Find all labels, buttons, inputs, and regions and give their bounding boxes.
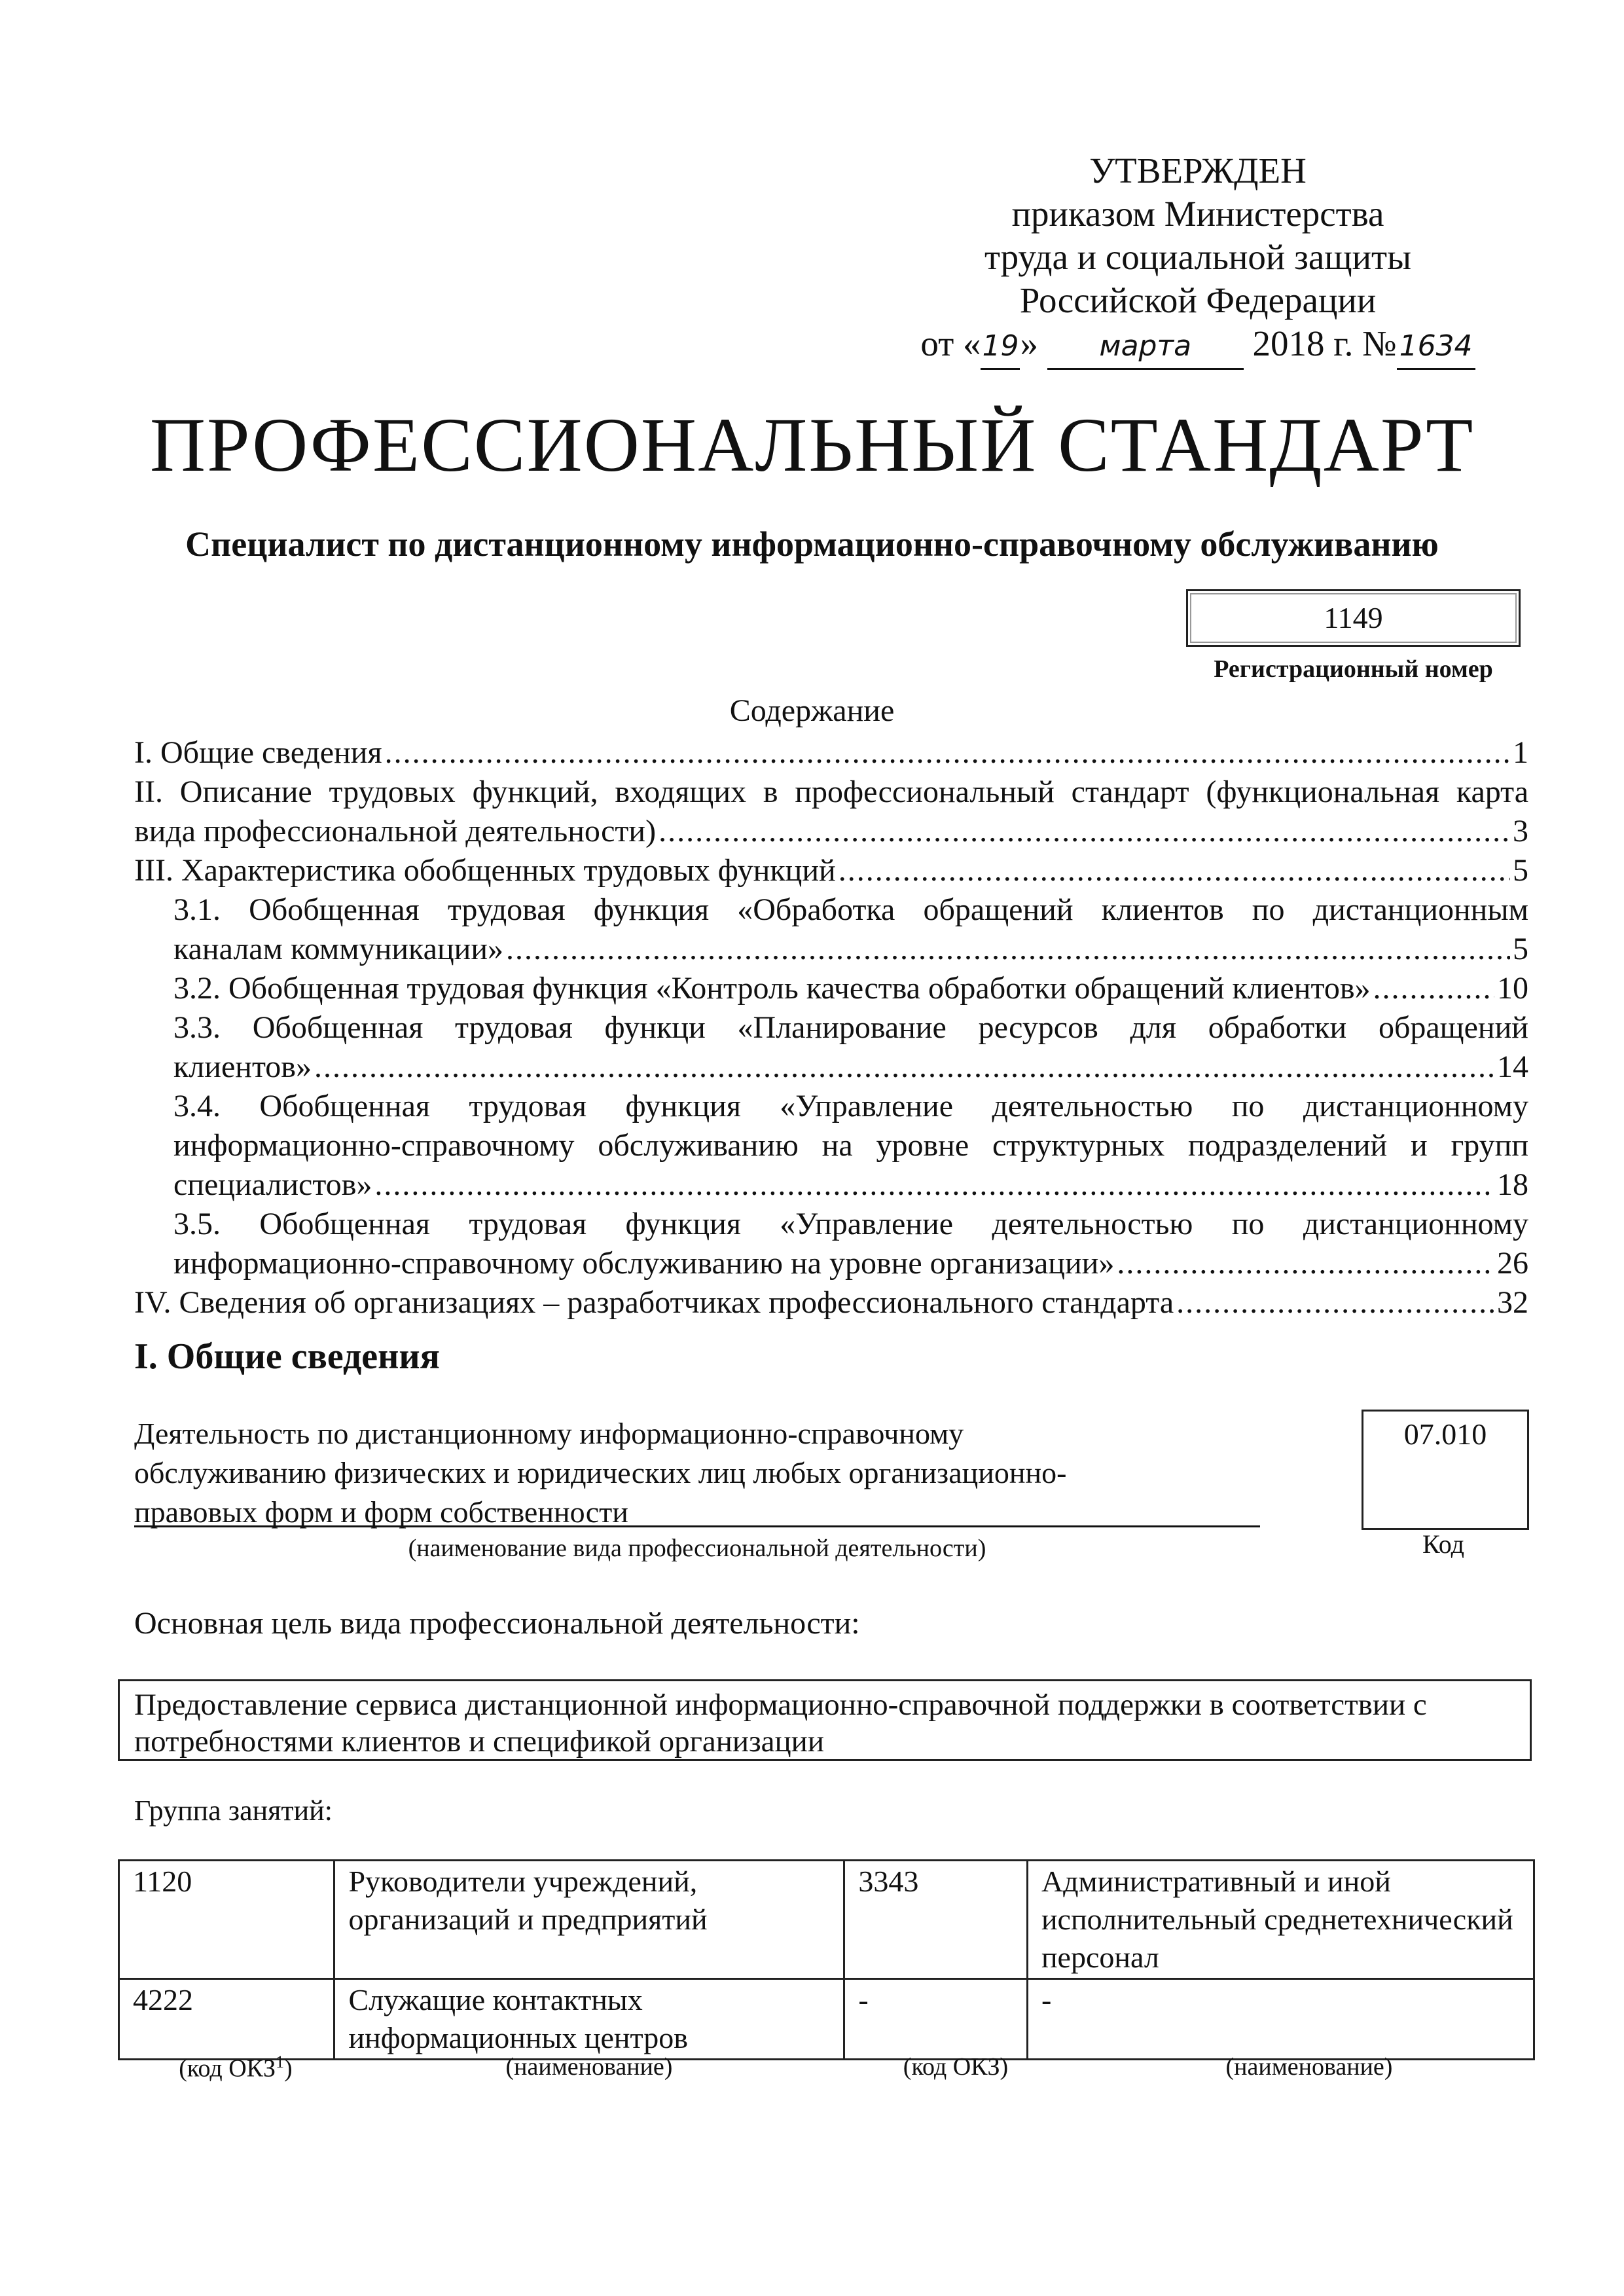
occupation-table <box>118 1859 1535 2060</box>
table-row <box>119 1861 1534 1979</box>
date-year: 2018 г. <box>1252 323 1354 363</box>
occupation-name: Административный и иной исполнительный среднетехнический персонал <box>1027 1861 1534 1979</box>
date-day: 19 <box>981 325 1020 370</box>
name-caption: (наименование) <box>505 2053 673 2081</box>
name-caption-2: (наименование) <box>1225 2053 1393 2081</box>
goal-box: Предоставление сервиса дистанционной информационно-справочной поддержки в соответствии с потребностями клиентов и спецификой организации <box>118 1679 1532 1761</box>
toc-item-3-5[interactable]: 3.5. Обобщенная трудовая функция «Управление деятельностью по дистанционному <box>173 1207 1528 1241</box>
toc-item-3-3[interactable]: 3.3. Обобщенная трудовая функци «Планирование ресурсов для обработки обращений <box>173 1010 1528 1045</box>
approval-line-1: УТВЕРЖДЕН <box>1089 151 1307 191</box>
approval-stamp <box>903 149 1492 370</box>
occupation-name: - <box>1027 1979 1534 2060</box>
activity-underline <box>134 1525 1260 1527</box>
activity-code-box: 07.010 <box>1362 1410 1529 1530</box>
toc-item-3[interactable]: III. Характеристика обобщенных трудовых функций ..... 5 <box>134 851 1528 890</box>
date-month: марта <box>1047 325 1244 370</box>
order-number: 1634 <box>1397 325 1475 370</box>
document-subtitle: Специалист по дистанционному информационно-справочному обслуживанию <box>185 524 1439 564</box>
date-prefix: от <box>920 323 954 363</box>
activity-caption: (наименование вида профессиональной деятельности) <box>408 1535 986 1562</box>
approval-line-4: Российской Федерации <box>1019 280 1377 320</box>
table-of-contents: I. Общие сведения ..... 1 II. Описание трудовых функций, входящих в профессиональный стандарт (функциональная карта вида профессиональной деятельности) ..... 3 III. Характеристика обобщенных трудовых функций ..... 5 3.1. Обобщенная трудовая функция «Обработка обращений клиентов по дистанционным каналам коммуникации» ..... 5 3.2. Обобщенная трудовая функция «Контроль качества обработки обращений клиентов» ..... 10 3.3. Обобщенная трудовая функци «Планирование ресурсов для обработки обращений клиентов» ..... 14 3.4. Обобщенная трудовая функция «Управление деятельностью по дистанционному информационно-справочному обслуживанию на уровне структурных подразделений и групп специалистов» ..... 18 3.5. Обобщенная трудовая функция «Управление деятельностью по дистанционному информационно-справочному обслуживанию на уровне организации» ..... 26 IV. Сведения об организациях – разработчиках профессионального стандарта ..... 32 <box>134 733 1528 1322</box>
occupation-name: Служащие контактных информационных центров <box>334 1979 844 2060</box>
approval-line-3: труда и социальной защиты <box>984 237 1412 277</box>
toc-item-4[interactable]: IV. Сведения об организациях – разработчиках профессионального стандарта ..... 32 <box>134 1283 1528 1322</box>
activity-name: Деятельность по дистанционному информационно-справочному обслуживанию физических и юридических лиц любых организационно- правовых форм и форм собственности <box>134 1417 1067 1529</box>
section-title: I. Общие сведения <box>134 1336 440 1377</box>
toc-item-2[interactable]: II. Описание трудовых функций, входящих в профессиональный стандарт (функциональная карта <box>134 774 1528 809</box>
okz-code: - <box>844 1979 1028 2060</box>
toc-item-3-1[interactable]: 3.1. Обобщенная трудовая функция «Обработка обращений клиентов по дистанционным <box>173 892 1528 927</box>
approval-line-2: приказом Министерства <box>1011 194 1384 234</box>
table-row <box>119 1979 1534 2060</box>
okz-code: 3343 <box>844 1861 1028 1979</box>
goal-label: Основная цель вида профессиональной деятельности: <box>134 1606 860 1641</box>
registration-number-label: Регистрационный номер <box>1214 655 1493 683</box>
document-title: ПРОФЕССИОНАЛЬНЫЙ СТАНДАРТ <box>149 402 1475 488</box>
footnote-marker[interactable]: 1 <box>276 2052 285 2071</box>
okz-code: 1120 <box>119 1861 334 1979</box>
occupation-group-label: Группа занятий: <box>134 1795 333 1827</box>
toc-item-3-4[interactable]: 3.4. Обобщенная трудовая функция «Управление деятельностью по дистанционному <box>173 1089 1528 1123</box>
toc-item-3-2[interactable]: 3.2. Обобщенная трудовая функция «Контроль качества обработки обращений клиентов» ..... 10 <box>134 969 1528 1008</box>
activity-code-caption: Код <box>1422 1529 1464 1559</box>
toc-item-1[interactable]: I. Общие сведения ..... 1 <box>134 733 1528 773</box>
number-sign: № <box>1362 323 1397 363</box>
okz-code: 4222 <box>119 1979 334 2060</box>
okz-code-caption-2: (код ОКЗ) <box>903 2053 1009 2081</box>
toc-heading: Содержание <box>729 693 895 728</box>
occupation-name: Руководители учреждений, организаций и предприятий <box>334 1861 844 1979</box>
registration-number-box: 1149 <box>1186 589 1521 647</box>
okz-code-caption: (код ОКЗ$^1$) <box>179 2052 293 2083</box>
approval-date: от «19» марта 2018 г. №1634 <box>903 322 1492 370</box>
